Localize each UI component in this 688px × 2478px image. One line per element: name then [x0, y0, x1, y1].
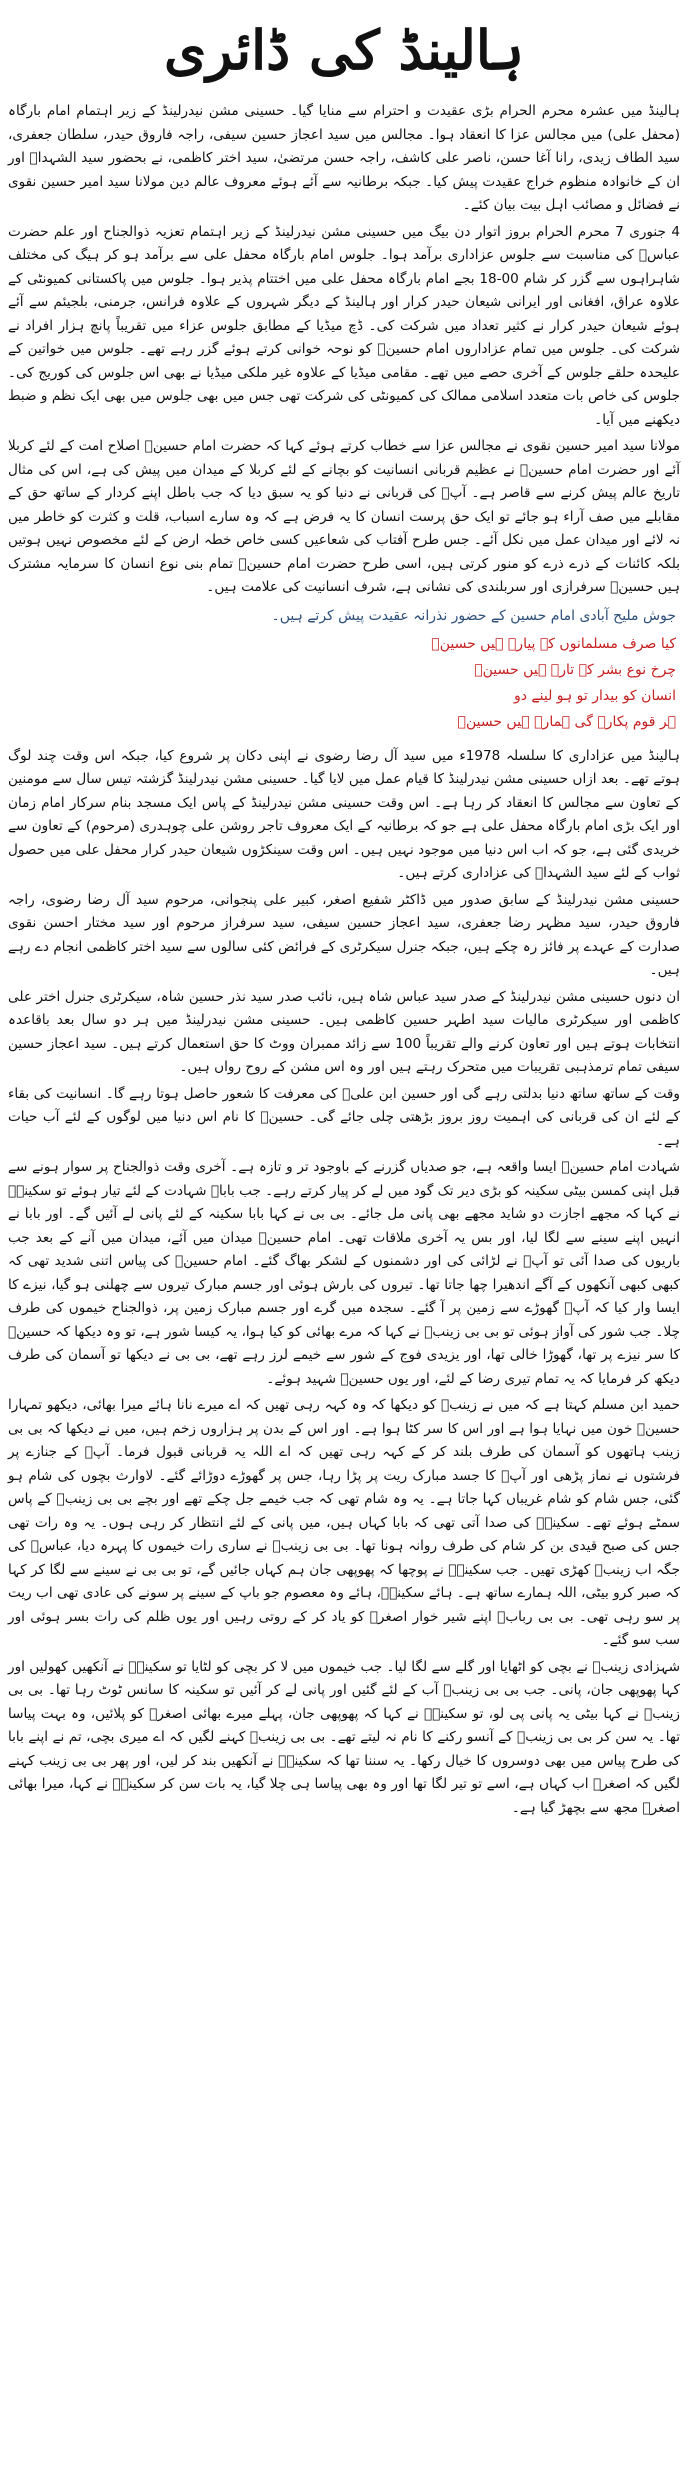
poem-verse: انسان کو بیدار تو ہو لینے دو — [513, 687, 676, 704]
page-title: ہالینڈ کی ڈائری — [164, 18, 524, 82]
article-body — [8, 100, 680, 1820]
poem-verse: کیا صرف مسلمانوں کے پیارے ہیں حسینؑ — [431, 635, 676, 652]
paragraph: شہادت امام حسینؑ ایسا واقعہ ہے، جو صدیاں گزرنے کے باوجود تر و تازہ ہے۔ آخری وقت ذوالجناح پر سوار ہونے سے قبل اپنی کمسن بیٹی سکینہ کو بڑی دیر تک گود میں لے کر پیار کرتے رہے۔ جب باباؑ شہادت کے لئے تیار ہوئے تو سکینہؑ نے کہا کہ مجھے اجازت دو شاید مجھے بھی پانی مل جائے۔ بی بی نے کہا بابا سکینہ کے لئے پانی لے آئیں گے۔ اور بابا نے انہیں اپنے سینے سے لگا لیا، اور بس یہ آخری ملاقات تھی۔ امام حسینؑ میدان میں آئے، میدان میں آنے کے بعد جب باریوں کی صدا آئی تو آپؑ نے لڑائی کی اور دشمنوں کے لشکر بھاگ گئے۔ امام حسینؑ کی پیاس اتنی شدید تھی کہ کبھی کبھی آنکھوں کے آگے اندھیرا چھا جاتا تھا۔ تیروں کی بارش ہوئی اور جسم مبارک تیروں سے چھلنی ہو گیا، نیزے کا ایسا وار کیا کہ آپؑ گھوڑے سے زمین پر آ گئے۔ سجدہ میں گرے اور جسم مبارک زمین پر، ذوالجناح خیموں کی طرف چلا۔ جب شور کی آواز ہوئی تو بی بی زینبؑ نے کہا کہ مرے بھائی کو کیا ہوا، یہ کیسا شور ہے، تو وہ دیکھا کہ حسینؑ کا سر نیزے پر تھا، گھوڑا خالی تھا، اور یزیدی فوج کے شور سے خیمے لرز رہے تھے، بی بی نے دیکھا تو آسمان کی طرف دیکھ کر فرمایا کہ یہ تمام تیری رضا کے لئے، اور یوں حسینؑ شہید ہوئے۔ — [8, 1159, 680, 1387]
paragraph: حسینی مشن نیدرلینڈ کے سابق صدور میں ڈاکٹر شفیع اصغر، کبیر علی پنجوانی، مرحوم سید آل رضا رضوی، راجہ فاروق حیدر، سید مظہر رضا جعفری، سید اعجاز حسین سیفی، سید سرفراز مرحوم اور سید مختار احسن نقوی صدارت کے عہدے پر فائز رہ چکے ہیں، جبکہ جنرل سیکرٹری کے فرائض کئی سالوں سے سید اختر کاظمی انجام دے رہے ہیں۔ — [8, 891, 680, 978]
paragraph: شہزادی زینبؑ نے بچی کو اٹھایا اور گلے سے لگا لیا۔ جب خیموں میں لا کر بچی کو لٹایا تو سکینہؑ نے آنکھیں کھولیں اور کہا پھوپھی جان، پانی۔ جب بی بی زینبؑ آب کے لئے گئیں اور پانی لے کر آئیں تو سکینہ کا سانس ٹوٹ رہا تھا۔ بی بی زینبؑ نے کہا بیٹی یہ پانی پی لو، تو سکینہؑ نے کہا کہ پھوپھی جان، پہلے میرے بھائی اصغرؑ کو پلائیں، وہ بہت پیاسا تھا۔ یہ سن کر بی بی زینبؑ کے آنسو رکنے کا نام نہ لیتے تھے۔ بی بی زینبؑ کہنے لگیں کہ اے میری بچی، تم نے اپنے بابا کی طرح پیاس میں بھی دوسروں کا خیال رکھا۔ یہ سننا تھا کہ سکینہؑ نے آنکھیں بند کر لیں، اور پھر بی بی زینب کہنے لگیں کہ اصغرؑ اب کہاں ہے، اسے تو تیر لگا تھا اور وہ بھی پیاسا ہی چلا گیا، یہ بات سن کر سکینہؑ نے کہا، میرا بھائی اصغرؑ مجھ سے بچھڑ گیا ہے۔ — [8, 1658, 680, 1816]
paragraph: ہالینڈ میں عشرہ محرم الحرام بڑی عقیدت و احترام سے منایا گیا۔ حسینی مشن نیدرلینڈ کے زیر اہتمام امام بارگاہ (محفل علی) میں مجالس عزا کا انعقاد ہوا۔ مجالس میں سید اعجاز حسین سیفی، راجہ فاروق حیدر، سلطان جعفری، سید الطاف زیدی، رانا آغا حسن، ناصر علی کاشف، راجہ حسن مرتضیٰ، سید اختر کاظمی، نے بحضور سید الشہداؑ اور ان کے خانوادہ منظوم خراج عقیدت پیش کیا۔ جبکہ برطانیہ سے آئے ہوئے معروف عالم دین مولانا سید امیر حسین نقوی نے فضائل و مصائب اہل بیت بیان کئے۔ — [8, 103, 680, 213]
paragraph: مولانا سید امیر حسین نقوی نے مجالس عزا سے خطاب کرتے ہوئے کہا کہ حضرت امام حسینؑ اصلاح امت کے لئے کربلا آئے اور حضرت امام حسینؑ نے عظیم قربانی انسانیت کو بچانے کے لئے کربلا کے میدان میں پیش کی ہے، اس کی مثال تاریخ عالم پیش کرنے سے قاصر ہے۔ آپؑ کی قربانی نے دنیا کو یہ سبق دیا کہ جب باطل اپنے کردار کے ساتھ حق کے مقابلے میں صف آراء ہو جائے تو ایک حق پرست انسان کا یہ فرض ہے کہ وہ سارے اسباب، قلت و کثرت کو خاطر میں نہ لائے اور میدان عمل میں نکل آئے۔ جس طرح آفتاب کی شعاعیں کسی خاص خطہ ارض کے لئے مخصوص نہیں ہوتیں بلکہ کائنات کے ذرے ذرے کو منور کرتی ہیں، اسی طرح حضرت امام حسینؑ تمام بنی نوع انسان کا سرمایہ مشترک ہیں حسینؑ سرفرازی اور سربلندی کی نشانی ہے، شرف انسانیت کی علامت ہیں۔ — [8, 438, 680, 595]
paragraph: حمید ابن مسلم کہتا ہے کہ میں نے زینبؑ کو دیکھا کہ وہ کہہ رہی تھیں کہ اے میرے نانا ہائے میرا بھائی، دیکھو تمہارا حسینؑ خون میں نہایا ہوا ہے اور اس کا سر کٹا ہوا ہے۔ اور اس کے بدن پر ہزاروں زخم ہیں، میں نے دیکھا کہ بی بی زینب ہاتھوں کو آسمان کی طرف بلند کر کے کہہ رہی تھیں کہ اے اللہ یہ قربانی قبول فرما۔ آپؑ کے جنازے پر فرشتوں نے نماز پڑھی اور آپؑ کا جسد مبارک ریت پر پڑا رہا، جس پر گھوڑے دوڑائے گئے۔ لاوارث بچوں کی شام ہو گئی، جس شام کو شام غریباں کہا جاتا ہے۔ یہ وہ شام تھی کہ جب خیمے جل چکے تھے اور بچے بی بی زینبؑ کے پاس سمٹے ہوئے تھے۔ سکینہؑ کی صدا آتی تھی کہ بابا کہاں ہیں، میں پانی کے لئے انتظار کر رہی ہوں۔ یہ وہ رات تھی جس کی صبح قیدی بن کر شام کی طرف روانہ ہونا تھا۔ بی بی زینبؑ نے ساری رات خیموں کا پہرہ دیا، عباسؑ کی جگہ اب زینبؑ کھڑی تھیں۔ جب سکینہؑ نے پوچھا کہ پھوپھی جان ہم کہاں جائیں گے، تو بی بی نے سینے سے لگا کر کہا کہ صبر کرو بیٹی، اللہ ہمارے ساتھ ہے۔ ہائے سکینہؑ، ہائے وہ معصوم جو باپ کے سینے پر سونے کی عادی تھی اب ریت پر سو رہی تھی۔ بی بی ربابؑ اپنے شیر خوار اصغرؑ کو یاد کر کے روتی رہیں اور یوں ظلم کی رات بسر ہوئی اور سب سو گئے۔ — [8, 1397, 680, 1648]
paragraph: ہالینڈ میں عزاداری کا سلسلہ 1978ء میں سید آل رضا رضوی نے اپنی دکان پر شروع کیا، جبکہ اس وقت چند لوگ ہوتے تھے۔ بعد ازاں حسینی مشن نیدرلینڈ کا قیام عمل میں لایا گیا۔ حسینی مشن نیدرلینڈ گزشتہ تیس سال سے مومنین کے تعاون سے مجالس کا انعقاد کر رہا ہے۔ اس وقت حسینی مشن نیدرلینڈ کے پاس ایک مسجد بنام سرکار امام زمان اور ایک بڑی امام بارگاہ محفل علی ہے جو کہ برطانیہ کے ایک معروف تاجر روشن علی چوہدری (مرحوم) کے تعاون سے خریدی گئی ہے، جو کہ اب اس دنیا میں موجود نہیں ہیں۔ اس وقت سینکڑوں شیعان حیدر کرار محفل علی میں حصول ثواب کے لئے سید الشہداؑ کی عزاداری کرتے ہیں۔ — [8, 747, 680, 881]
paragraph: 4 جنوری 7 محرم الحرام بروز اتوار دن بیگ میں حسینی مشن نیدرلینڈ کے زیر اہتمام تعزیہ ذوالجناح اور علم حضرت عباسؑ کی مناسبت سے جلوس عزاداری برآمد ہوا۔ جلوس امام بارگاہ محفل علی سے برآمد ہو کر ہیگ کی مختلف شاہراہوں سے گزر کر شام 00-18 بجے امام بارگاہ محفل علی میں اختتام پذیر ہوا۔ جلوس میں پاکستانی کمیونٹی کے علاوہ عراق، افغانی اور ایرانی شیعان حیدر کرار اور ہالینڈ کے دیگر شہروں کے علاوہ فرانس، جرمنی، بلجیئم سے آئے ہوئے شیعان حیدر کرار نے کثیر تعداد میں شرکت کی۔ ڈچ میڈیا کے مطابق جلوس عزاء میں تقریباً پانچ ہزار افراد نے شرکت کی۔ جلوس میں تمام عزاداروں امام حسینؑ کو نوحہ خوانی کرتے ہوئے گزر رہے تھے۔ جلوس میں خواتین کے علیحدہ حلقے جلوس کے آخری حصے میں تھے۔ مقامی میڈیا کے علاوہ غیر ملکی میڈیا نے بھی اس جلوس کی کوریج کی۔ جلوس کی خاص بات متعدد اسلامی ممالک کی کمیونٹی کی شرکت تھی جس میں بھی جلوس میں بھی ایک نظم و ضبط دیکھنے میں آیا۔ — [8, 223, 681, 428]
paragraph: ان دنوں حسینی مشن نیدرلینڈ کے صدر سید عباس شاہ ہیں، نائب صدر سید نذر حسین شاہ، سیکرٹری جنرل اختر علی کاظمی اور سیکرٹری مالیات سید اطہر حسین کاظمی ہیں۔ حسینی مشن نیدرلینڈ میں ہر دو سال بعد باقاعدہ انتخابات ہوتے ہیں اور تعاون کرنے والے تقریباً 100 سے زائد ممبران ووٹ کا حق استعمال کرتے ہیں۔ سید اعجاز حسین سیفی تمام ترمذہبی تقریبات میں متحرک رہتے ہیں اور وہ اس مشن کے روح رواں ہیں۔ — [8, 988, 680, 1075]
poem-block — [8, 604, 680, 735]
poem-intro: جوش ملیح آبادی امام حسین کے حضور نذرانہ عقیدت پیش کرتے ہیں۔ — [271, 607, 676, 624]
poem-verse: چرخ نوع بشر کے تارے ہیں حسینؑ — [474, 661, 676, 678]
paragraph: وقت کے ساتھ ساتھ دنیا بدلتی رہے گی اور حسین ابن علیؑ کی معرفت کا شعور حاصل ہوتا رہے گا۔ انسانیت کی بقاء کے لئے ان کی قربانی کی اہمیت روز بروز بڑھتی چلی جائے گی۔ حسینؑ کا نام اس دنیا میں لوگوں کے لئے آب حیات ہے۔ — [8, 1085, 680, 1149]
poem-verse: ہر قوم پکارے گی ہمارے ہیں حسینؑ — [457, 713, 676, 730]
